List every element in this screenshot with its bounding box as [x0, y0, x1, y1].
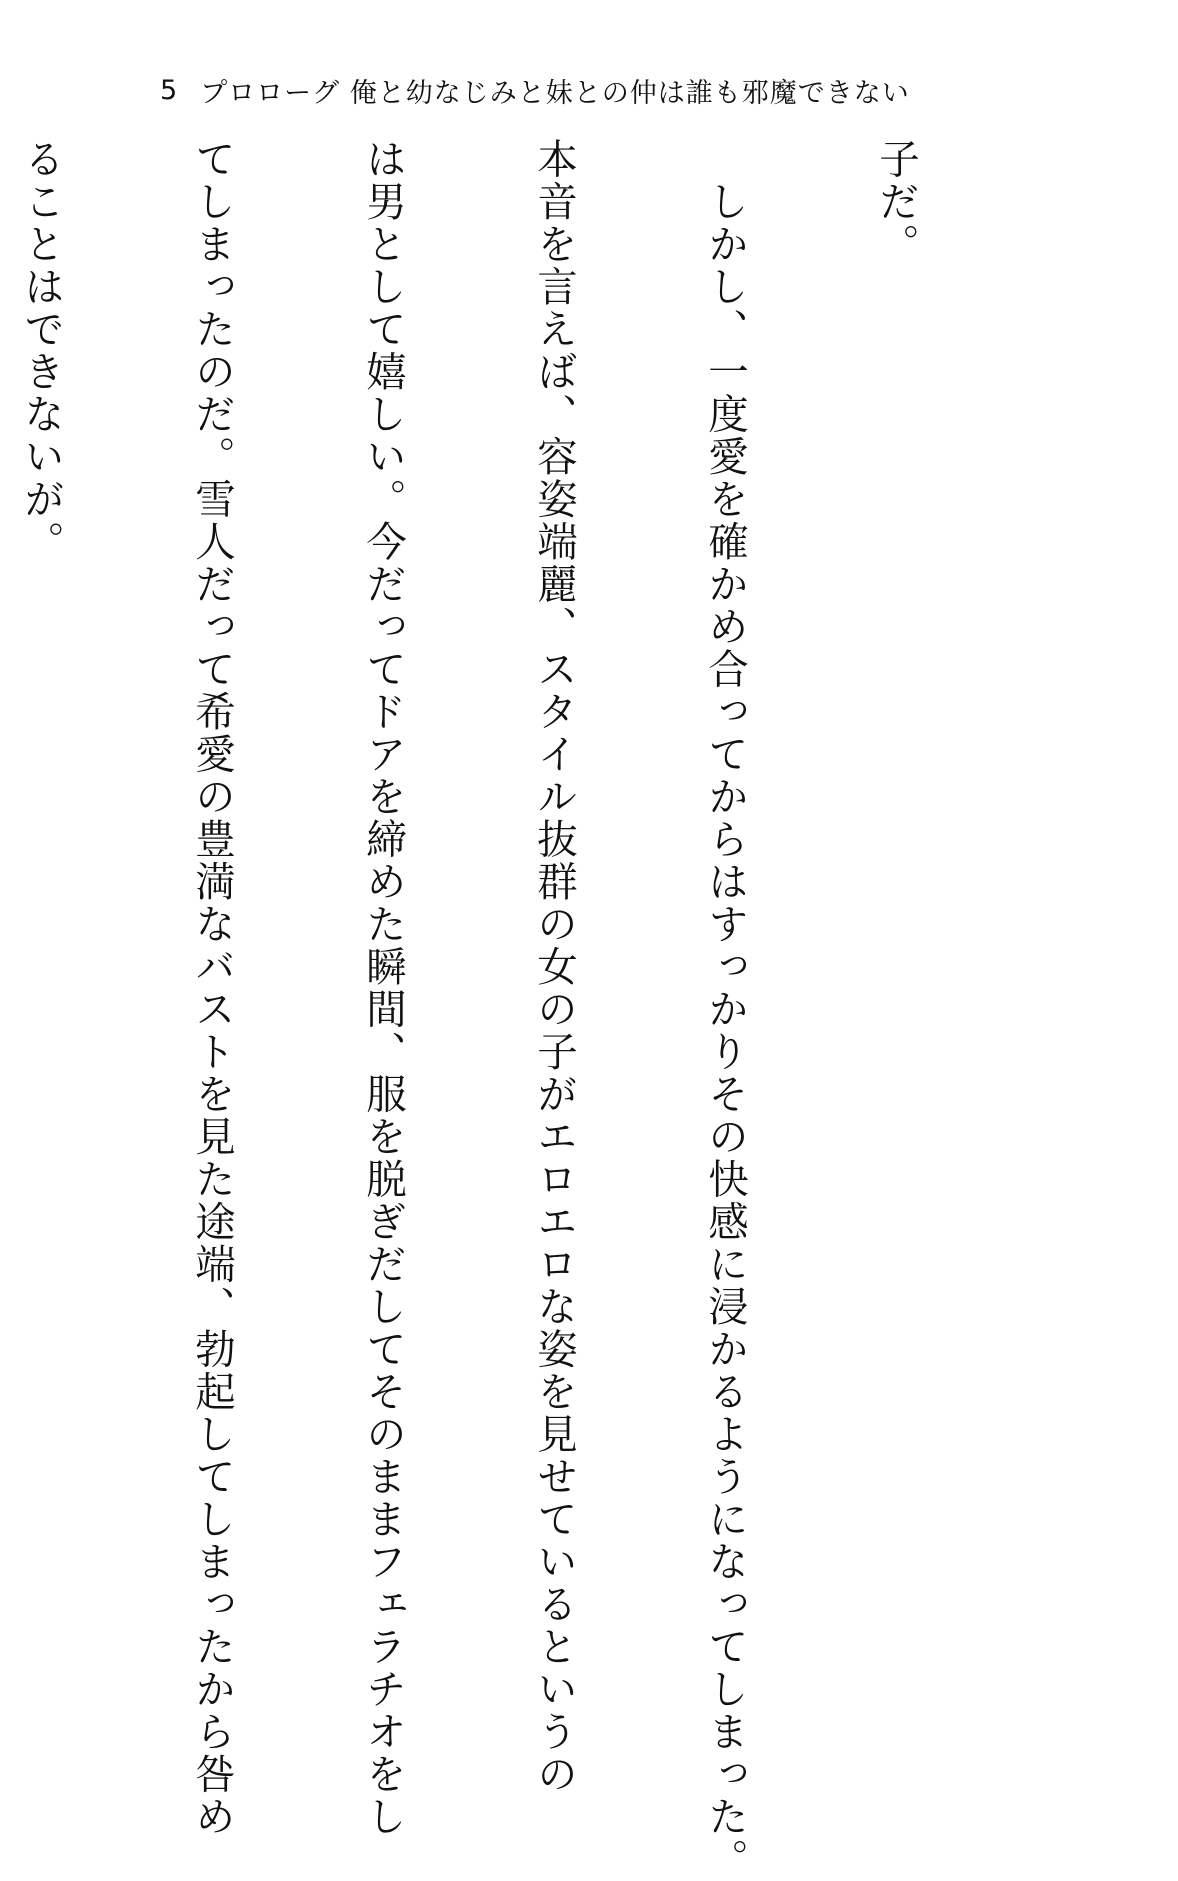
text-line: は男として嬉しい。今だってドアを締めた瞬間、服を脱ぎだしてそのままフェラチオをし — [359, 138, 407, 1838]
text-line: 子だ。 — [872, 138, 920, 266]
text-line: てしまったのだ。雪人だって希愛の豊満なバストを見た途端、勃起してしまったから咎め — [188, 138, 236, 1838]
text-line: 本音を言えば、容姿端麗、スタイル抜群の女の子がエロエロな姿を見せているというの — [530, 138, 578, 1796]
page-number: 5 — [160, 74, 179, 106]
text-line: ることはできないが。 — [17, 138, 65, 563]
text-line: しかし、一度愛を確かめ合ってからはすっかりその快感に浸かるようになってしまった。 — [701, 138, 749, 1881]
chapter-title: プロローグ 俺と幼なじみと妹との仲は誰も邪魔できない — [200, 77, 910, 109]
running-header — [160, 70, 910, 110]
body-text — [0, 138, 1038, 1881]
